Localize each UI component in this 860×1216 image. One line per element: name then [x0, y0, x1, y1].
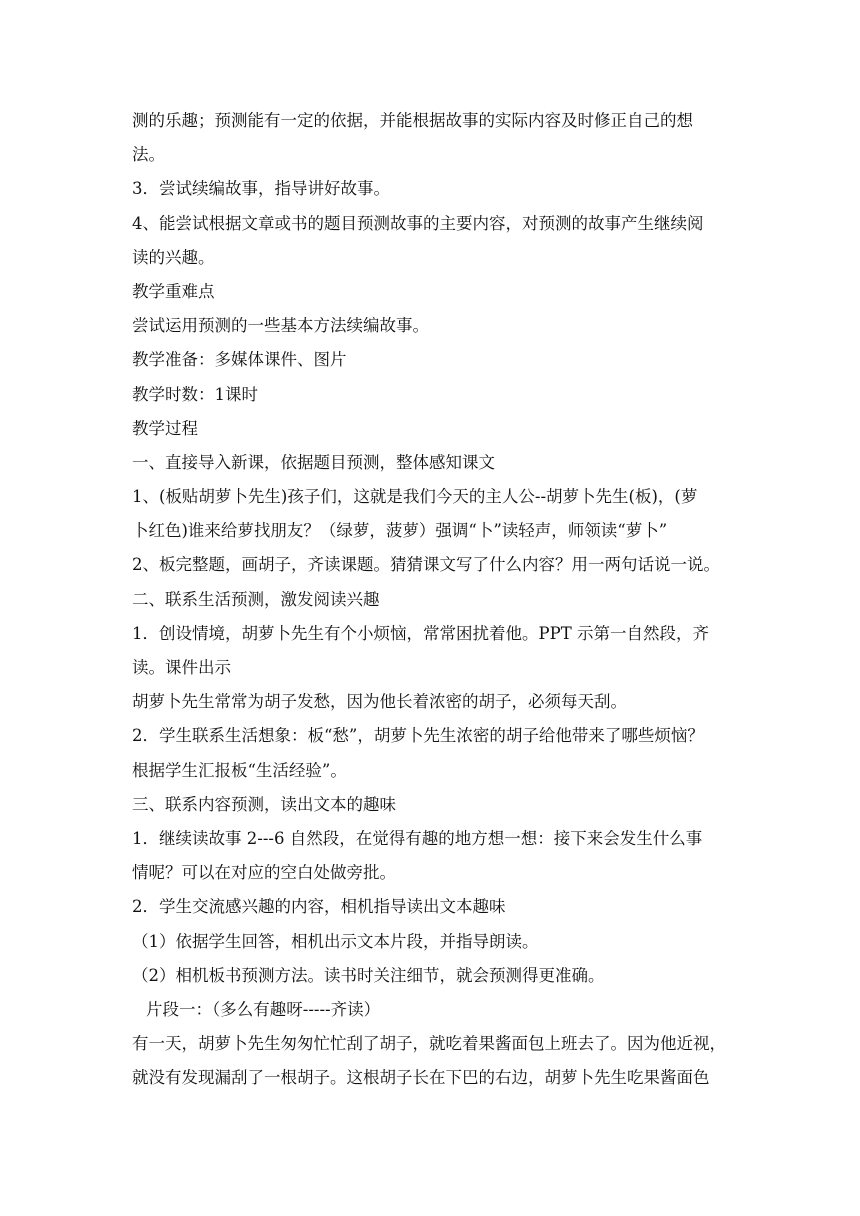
- text-line: 教学准备：多媒体课件、图片: [132, 350, 347, 370]
- document-body: [132, 104, 742, 1095]
- text-line: 2．学生联系生活想象：板“愁”，胡萝卜先生浓密的胡子给他带来了哪些烦恼？: [132, 726, 704, 746]
- text-line: 1、(板贴胡萝卜先生)孩子们，这就是我们今天的主人公--胡萝卜先生(板)，(萝: [132, 487, 698, 507]
- text-line: 2．学生交流感兴趣的内容，相机指导读出文本趣味: [132, 897, 506, 917]
- text-line: 就没有发现漏刮了一根胡子。这根胡子长在下巴的右边，胡萝卜先生吃果酱面色: [132, 1068, 710, 1088]
- text-line: 1．创设情境，胡萝卜先生有个小烦恼，常常困扰着他。PPT 示第一自然段，齐: [132, 623, 709, 643]
- text-line: 片段一：（多么有趣呀-----齐读）: [146, 999, 381, 1019]
- text-line: 读。课件出示: [132, 658, 231, 677]
- text-line: 1．继续读故事 2---6 自然段，在觉得有趣的地方想一想：接下来会发生什么事: [132, 828, 703, 848]
- text-line: 胡萝卜先生常常为胡子发愁，因为他长着浓密的胡子，必须每天刮。: [132, 692, 627, 712]
- text-line: 尝试运用预测的一些基本方法续编故事。: [132, 316, 429, 336]
- section-heading: 一、直接导入新课，依据题目预测，整体感知课文: [132, 452, 495, 472]
- text-line: 情呢？可以在对应的空白处做旁批。: [132, 863, 396, 883]
- text-line: 3．尝试续编故事，指导讲好故事。: [132, 179, 390, 199]
- section-heading: 二、联系生活预测，激发阅读兴趣: [132, 589, 380, 609]
- text-line: （2）相机板书预测方法。读书时关注细节，就会预测得更准确。: [132, 965, 605, 985]
- text-line: 4、能尝试根据文章或书的题目预测故事的主要内容，对预测的故事产生继续阅: [132, 213, 704, 233]
- text-line: 卜红色)谁来给萝找朋友？（绿萝，菠萝）强调“卜”读轻声，师领读“萝卜”: [132, 521, 668, 541]
- text-line: 根据学生汇报板“生活经验”。: [132, 760, 347, 780]
- section-heading: 三、联系内容预测，读出文本的趣味: [132, 794, 396, 814]
- text-line: 有一天，胡萝卜先生匆匆忙忙刮了胡子，就吃着果酱面包上班去了。因为他近视，: [132, 1034, 726, 1054]
- text-line: 教学时数：1课时: [132, 384, 258, 404]
- section-heading: 教学过程: [132, 418, 198, 438]
- text-line: 测的乐趣；预测能有一定的依据，并能根据故事的实际内容及时修正自己的想: [132, 111, 693, 130]
- text-line: 读的兴趣。: [132, 247, 215, 267]
- text-line: 法。: [132, 145, 165, 165]
- text-line: （1）依据学生回答，相机出示文本片段，并指导朗读。: [132, 931, 539, 951]
- text-line: 2、板完整题，画胡子，齐读课题。猜猜课文写了什么内容？用一两句话说一说。: [132, 555, 720, 575]
- section-heading: 教学重难点: [132, 281, 215, 301]
